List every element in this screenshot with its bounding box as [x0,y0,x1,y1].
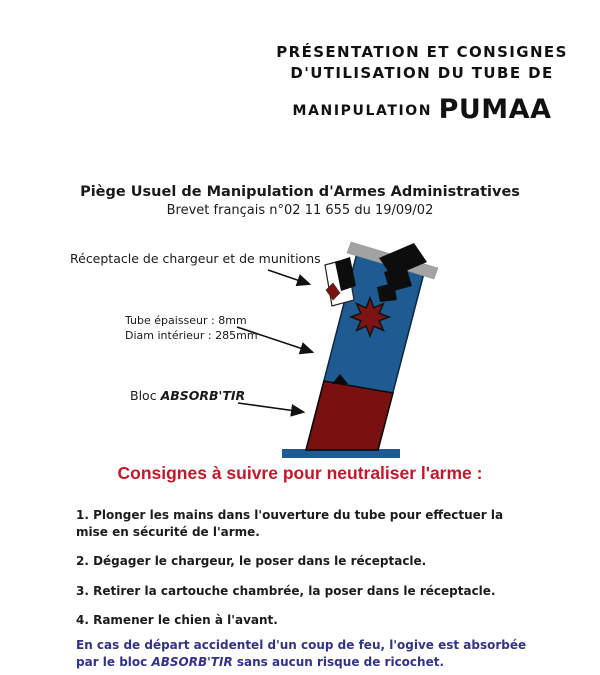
label-tube-diameter: Diam intérieur : 285mm [125,329,258,342]
footnote-text-before: En cas de départ accidentel d'un coup de feu, l'ogive est absorbée par le bloc [76,638,527,669]
title-line-2: D'UTILISATION DU TUBE DE [290,64,554,82]
subtitle-heading: Piège Usuel de Manipulation d'Armes Administratives [80,184,520,200]
title-line-3 [262,94,582,125]
document-title [262,42,582,125]
tube-diagram [0,240,600,462]
instructions-list [76,507,528,642]
instruction-step-1: 1. Plonger les mains dans l'ouverture du tube pour effectuer la mise en sécurité de l'arme. [76,508,504,539]
instructions-heading: Consignes à suivre pour neutraliser l'arme : [117,463,483,483]
arrow-bloc [238,403,303,412]
title-manipulation: MANIPULATION [292,103,433,119]
label-bloc-prefix: Bloc [130,388,157,403]
label-tube-specs [125,313,258,343]
label-bloc-brand: ABSORB'TIR [160,388,246,403]
title-line-1: PRÉSENTATION ET CONSIGNES [276,43,568,61]
label-bloc [130,388,245,403]
impact-starburst-icon [351,298,389,336]
absorbtir-block [306,381,393,450]
brand-pumaa: PUMAA [438,94,552,125]
arrow-receptacle [268,270,309,284]
patent-line: Brevet français n°02 11 655 du 19/09/02 [166,203,434,218]
label-receptacle: Réceptacle de chargeur et de munitions [70,251,321,266]
label-tube-thickness: Tube épaisseur : 8mm [125,314,247,327]
subtitle-block [0,184,600,218]
footnote-brand: ABSORB'TIR [151,655,233,669]
safety-footnote [76,637,534,671]
instruction-step-3: 3. Retirer la cartouche chambrée, la poser dans le réceptacle. [76,583,496,598]
instruction-step-4: 4. Ramener le chien à l'avant. [76,613,278,627]
footnote-text-after: sans aucun risque de ricochet. [236,655,445,669]
instruction-step-2: 2. Dégager le chargeur, le poser dans le réceptacle. [76,554,427,568]
